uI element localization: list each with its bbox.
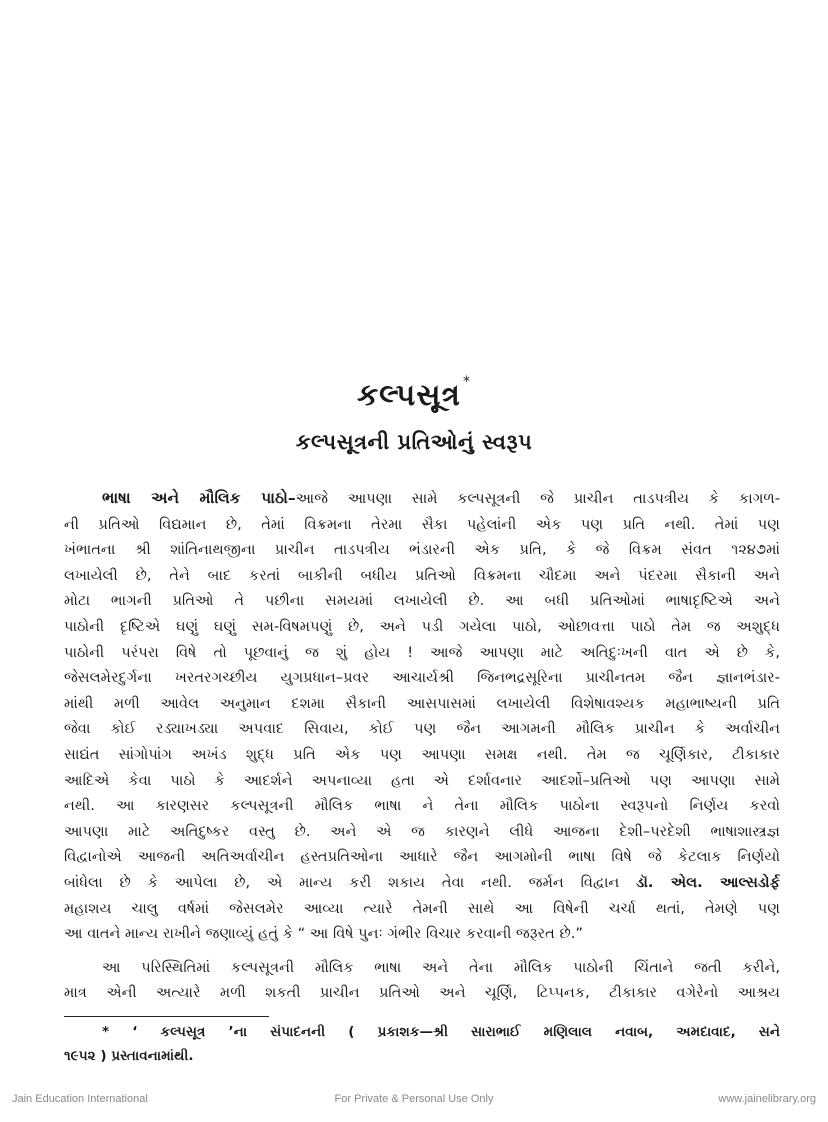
text-line: ખંભાતના શ્રી શાંતિનાથજીના પ્રાચીન તાડપત્રીય ભંડારની એક પ્રતિ, કે જે વિક્રમ સંવત ૧૨૪૭માં xyxy=(64,541,780,559)
footnote xyxy=(64,1020,780,1068)
text-line: માત્ર એની અત્યારે મળી શકતી પ્રાચીન પ્રતિઓ અને ચૂર્ણિ, ટિપ્પનક, ટીકાકાર વગેરેનો આશ્રય xyxy=(64,984,780,1002)
footnote-line: ૧૯૫૨ ) પ્રસ્તાવનામાંથી. xyxy=(64,1048,194,1064)
text-line: માંથી મળી આવેલ અનુમાન દશમા સૈકાની આસપાસમાં લખાયેલી વિશેષાવશ્યક મહાભાષ્યની પ્રતિ xyxy=(64,694,780,712)
footer-website-link[interactable]: www.jainelibrary.org xyxy=(718,1093,816,1105)
text-line: આ પરિસ્થિતિમાં કલ્પસૂત્રની મૌલિક ભાષા અને તેના મૌલિક પાઠોની ચિંતાને જતી કરીને, xyxy=(102,958,780,976)
lead-heading: ભાષા અને મૌલિક પાઠો– xyxy=(102,489,296,507)
footer-usage-note: For Private & Personal Use Only xyxy=(334,1093,494,1105)
paragraph-2 xyxy=(64,955,780,1006)
text-line: મોટા ભાગની પ્રતિઓ તે પછીના સમયમાં લખાયેલી છે. આ બધી પ્રતિઓમાં ભાષાદૃષ્ટિએ અને xyxy=(64,592,780,610)
footnote-line: * ‘ કલ્પસૂત્ર ’ના સંપાદનની ( પ્રકાશક—શ્રી સારાભાઈ મણિલાલ નવાબ, અમદાવાદ, સને xyxy=(102,1024,780,1040)
section-heading: કલ્પસૂત્રની પ્રતિઓનું સ્વરૂપ xyxy=(295,430,533,454)
text-line: ભાષા અને મૌલિક પાઠો–આજે આપણા સામે કલ્પસૂત્રની જે પ્રાચીન તાડપત્રીય કે કાગળ- xyxy=(102,489,780,507)
text-line: પાઠોની દૃષ્ટિએ ઘણું ઘણું સમ-વિષમપણું છે, અને પડી ગયેલા પાઠો, ઓછાવત્તા પાઠો તેમ જ અશુદ્ધ xyxy=(64,617,780,635)
footnote-marker: * xyxy=(463,374,471,390)
page-footer xyxy=(0,1093,828,1113)
text-line: નથી. આ કારણસર કલ્પસૂત્રની મૌલિક ભાષા ને તેના મૌલિક પાઠોના સ્વરૂપનો નિર્ણય કરવો xyxy=(64,797,780,815)
footer-publisher: Jain Education International xyxy=(12,1093,148,1105)
text-line: વિદ્વાનોએ આજની અતિઅર્વાચીન હસ્તપ્રતિઓના આધારે જૈન આગમોની ભાષા વિષે જે કેટલાક નિર્ણયો xyxy=(64,848,780,866)
paragraph-1 xyxy=(64,486,780,947)
text-line: સાદ્યંત સાંગોપાંગ અખંડ શુદ્ધ પ્રતિ એક પણ આપણા સમક્ષ નથી. તેમ જ ચૂર્ણિકાર, ટીકાકાર xyxy=(64,745,780,763)
scholar-name: ડૉ. એલ. આલ્સડોર્ફ xyxy=(636,873,780,891)
text-line: આ વાતને માન્ય રાખીને જણાવ્યું હતું કે “ આ વિષે પુનઃ ગંભીર વિચાર કરવાની જરૂરત છે.” xyxy=(64,925,583,943)
footnote-divider xyxy=(64,1016,269,1017)
page-title-text: કલ્પસૂત્ર xyxy=(357,378,461,413)
text-line: બાંધેલા છે કે આપેલા છે, એ માન્ય કરી શકાય તેવા નથી. જર્મન વિદ્વાન ડૉ. એલ. આલ્સડોર્ફ xyxy=(64,873,780,891)
text-line: આદિએ કેવા પાઠો કે આદર્શને અપનાવ્યા હતા એ દર્શાવનાર આદર્શો–પ્રતિઓ પણ આપણા સામે xyxy=(64,771,780,789)
text-line: લખાયેલી છે, તેને બાદ કરતાં બાકીની બધીય પ્રતિઓ વિક્રમના ચૌદમા અને પંદરમા સૈકાની અને xyxy=(64,566,780,584)
text-line: જેસલમેરદુર્ગના ખરતરગચ્છીય યુગપ્રધાન–પ્રવર આચાર્યશ્રી જિનભદ્રસૂરિના પ્રાચીનતમ જૈન જ્ઞાનભંડાર- xyxy=(64,669,780,687)
page-title xyxy=(0,374,828,413)
body-text xyxy=(64,486,780,1006)
text-line: જેવા કોઈ રડ્યાખડ્યા અપવાદ સિવાય, કોઈ પણ જૈન આગમની મૌલિક પ્રાચીન કે અર્વાચીન xyxy=(64,720,780,738)
text-line: આપણા માટે અતિદુષ્કર વસ્તુ છે. અને એ જ કારણને લીધે આજના દેશી–પરદેશી ભાષાશાસ્ત્રજ્ઞ xyxy=(64,822,780,840)
paragraph-gap xyxy=(64,947,780,955)
text-line: ની પ્રતિઓ વિદ્યમાન છે, તેમાં વિક્રમના તેરમા સૈકા પહેલાંની એક પણ પ્રતિ નથી. તેમાં પણ xyxy=(64,515,780,533)
text-line: પાઠોની પરંપરા વિષે તો પૂછવાનું જ શું હોય ! આજે આપણા માટે અતિદુઃખની વાત એ છે કે, xyxy=(64,643,780,661)
text-line: મહાશય ચાલુ વર્ષમાં જેસલમેર આવ્યા ત્યારે તેમની સાથે આ વિષેની ચર્ચા થતાં, તેમણે પણ xyxy=(64,899,780,917)
